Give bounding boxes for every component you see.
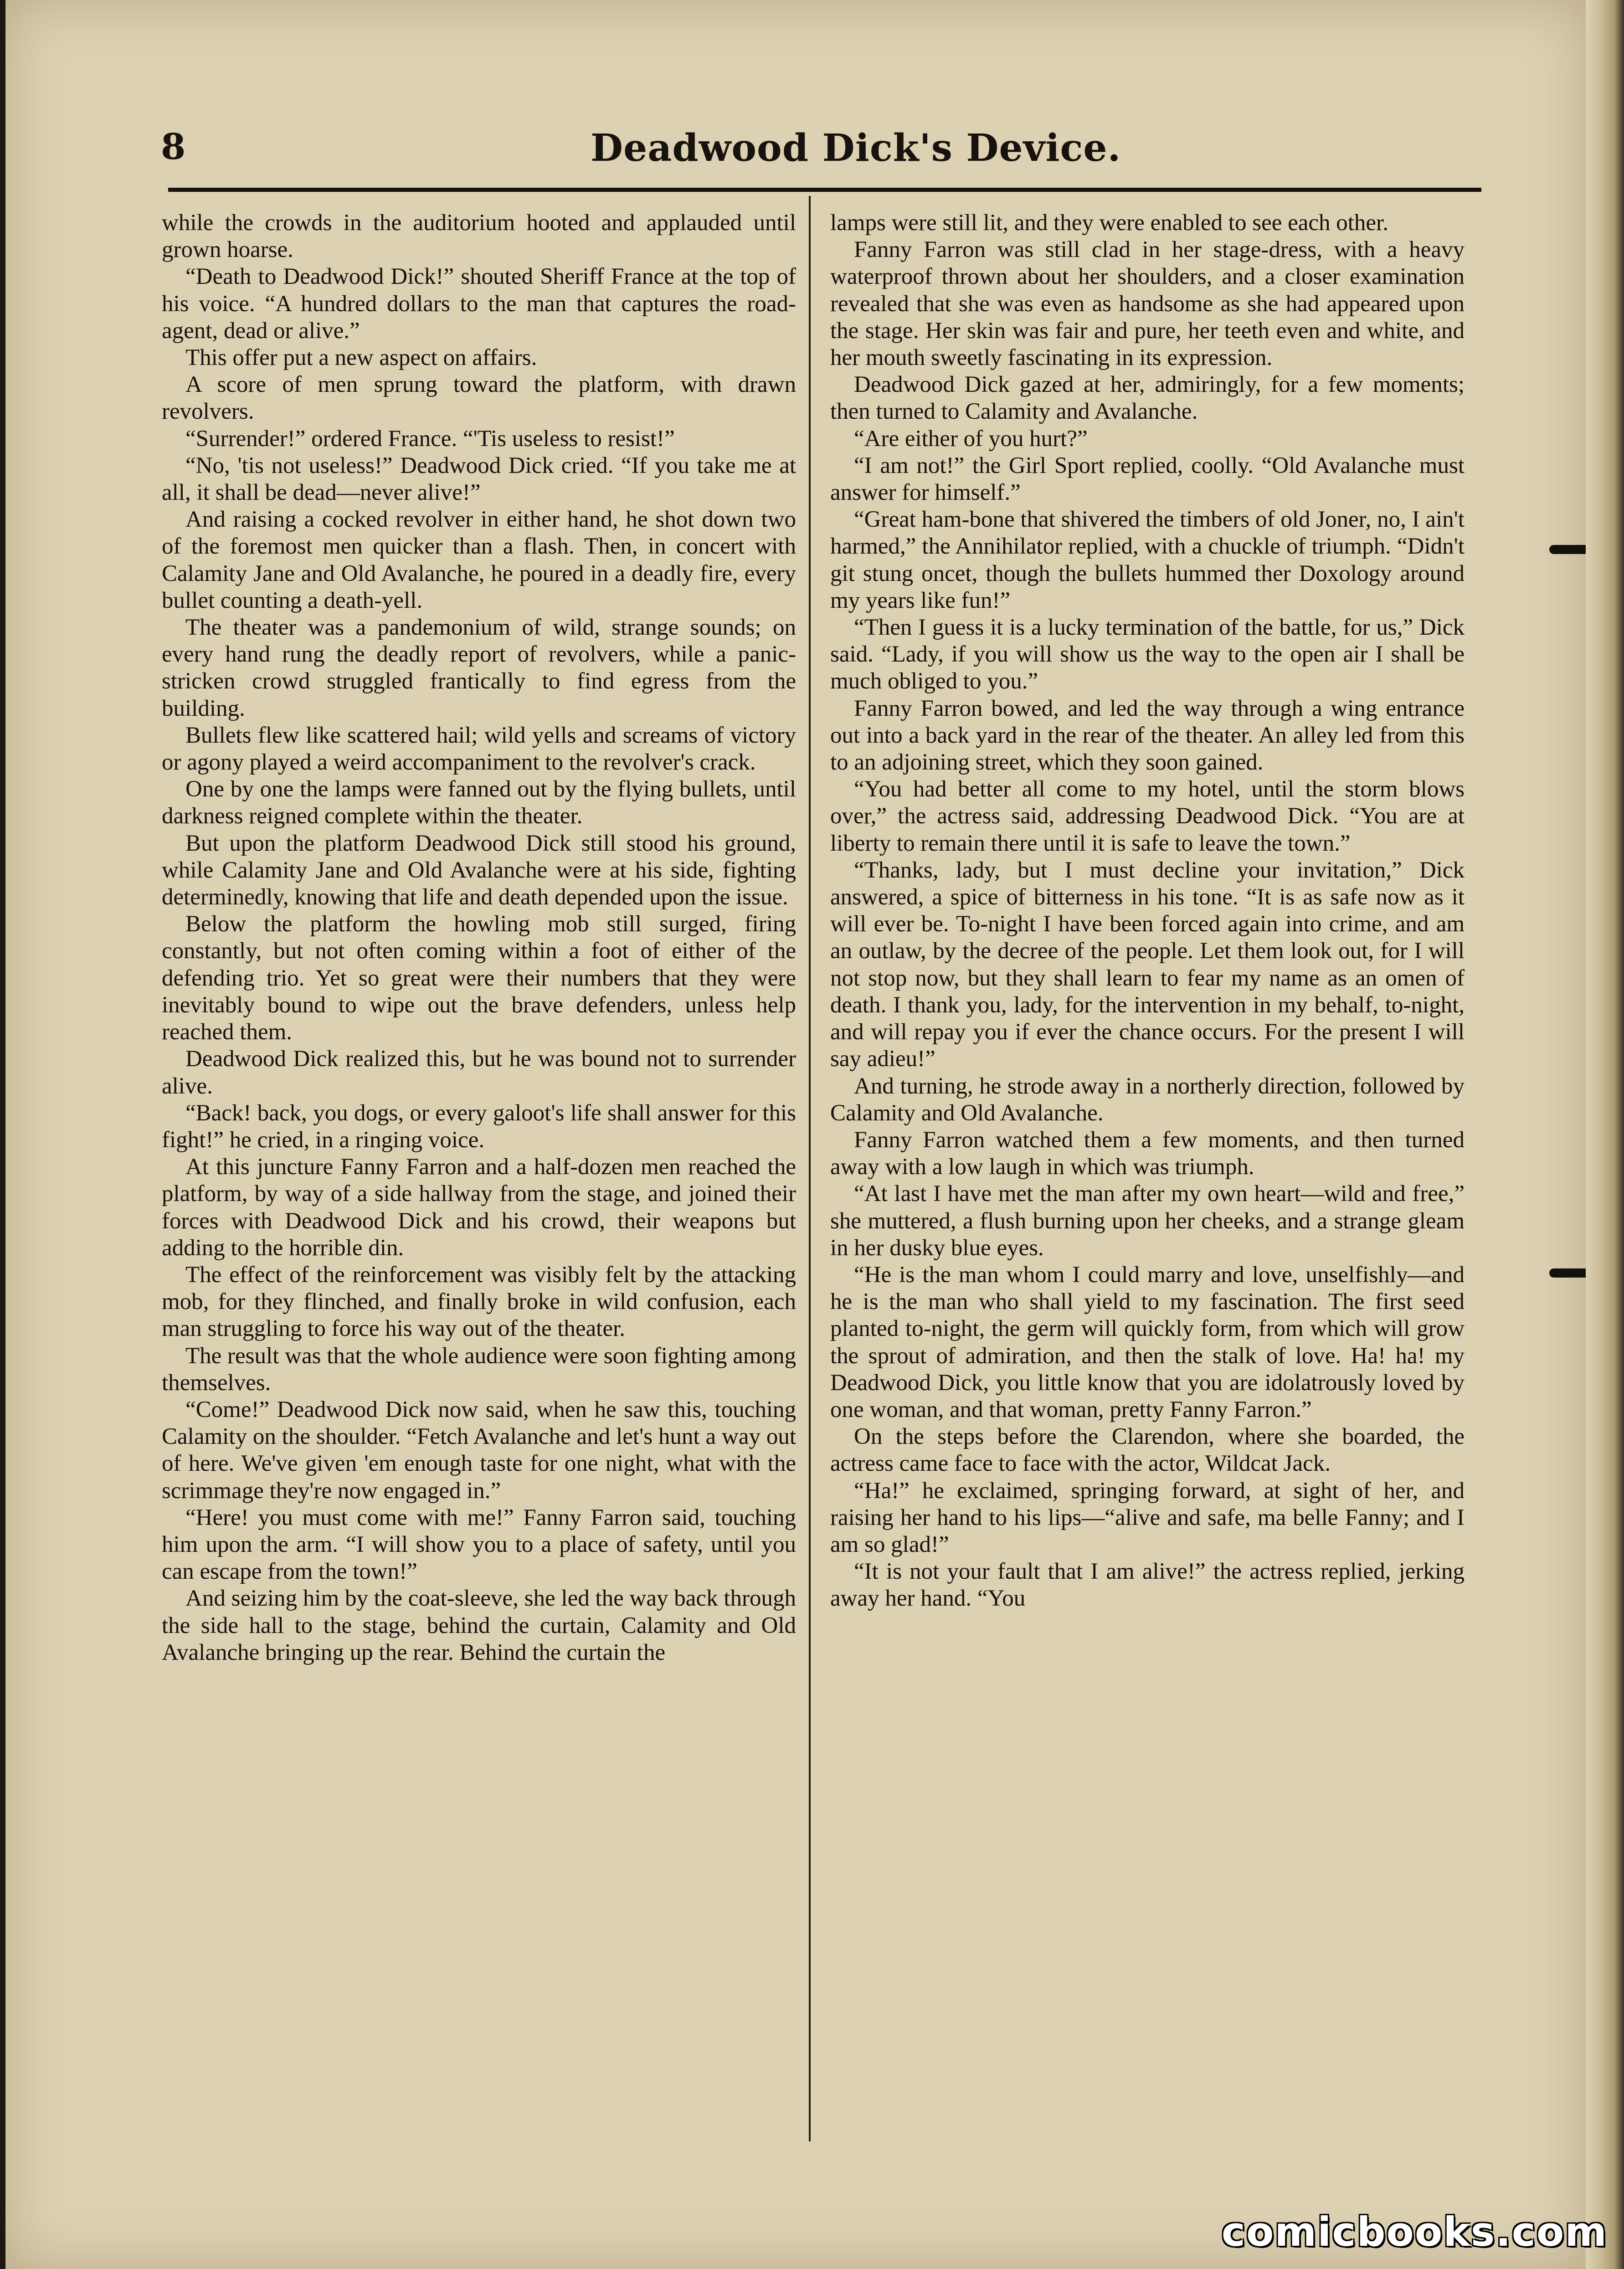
watermark: comicbooks.com — [1221, 2208, 1608, 2255]
paragraph: “Great ham-bone that shivered the timbers of old Joner, no, I ain't harmed,” the Annihilator replied, with a chuckle of triumph. “Didn't git stung oncet, though the bullets hummed ther Doxology around my years like fun!” — [830, 507, 1465, 613]
paragraph: “At last I have met the man after my own heart—wild and free,” she muttered, a flush burning upon her cheeks, and a strange gleam in her dusky blue eyes. — [830, 1181, 1465, 1261]
paragraph: “I am not!” the Girl Sport replied, coolly. “Old Avalanche must answer for himself.” — [830, 452, 1465, 506]
paragraph: Below the platform the howling mob still surged, firing constantly, but not often coming within a foot of either of the defending trio. Yet so great were their numbers that they were inevitably bound to wipe out the brave defenders, unless help reached them. — [162, 911, 796, 1045]
paragraph: At this juncture Fanny Farron and a half-dozen men reached the platform, by way of a side hallway from the stage, and joined their forces with Deadwood Dick and his crowd, their weapons but adding to the horrible din. — [162, 1154, 796, 1261]
paragraph: “Here! you must come with me!” Fanny Farron said, touching him upon the arm. “I will show you to a place of safety, until you can escape from the town!” — [162, 1504, 796, 1585]
paragraph: “Death to Deadwood Dick!” shouted Sheriff France at the top of his voice. “A hundred dollars to the man that captures the road-agent, dead or alive.” — [162, 264, 796, 344]
paragraph: “Back! back, you dogs, or every galoot's life shall answer for this fight!” he cried, in a ringing voice. — [162, 1100, 796, 1153]
paragraph: “You had better all come to my hotel, until the storm blows over,” the actress said, addressing Deadwood Dick. “You are at liberty to remain there until it is safe to leave the town.” — [830, 776, 1465, 856]
header-rule — [168, 188, 1481, 192]
paragraph: “Come!” Deadwood Dick now said, when he saw this, touching Calamity on the shoulder. “Fetch Avalanche and let's hunt a way out of here. We've given 'em enough taste for one night, what with the scrimmage they're now engaged in.” — [162, 1396, 796, 1504]
paragraph: And raising a cocked revolver in either hand, he shot down two of the foremost men quicker than a flash. Then, in concert with Calamity Jane and Old Avalanche, he poured in a deadly fire, every bullet counting a death-yell. — [162, 507, 796, 613]
paragraph: “Surrender!” ordered France. “'Tis useless to resist!” — [185, 426, 675, 452]
paragraph: while the crowds in the auditorium hooted and applauded until grown hoarse. — [162, 210, 796, 263]
paragraph: On the steps before the Clarendon, where she boarded, the actress came face to face with the actor, Wildcat Jack. — [830, 1424, 1465, 1477]
column-divider — [809, 196, 811, 2141]
paragraph: Fanny Farron was still clad in her stage-dress, with a heavy waterproof thrown about her shoulders, and a closer examination revealed that she was even as handsome as she had appeared upon the stage. Her skin was fair and pure, her teeth even and white, and her mouth sweetly fascinating in its expression. — [830, 237, 1465, 371]
paragraph: A score of men sprung toward the platform, with drawn revolvers. — [162, 372, 796, 425]
page-fold-edge — [1586, 0, 1624, 2269]
paragraph: But upon the platform Deadwood Dick still stood his ground, while Calamity Jane and Old Avalanche were at his side, fighting determinedly, knowing that life and death depended upon the issue. — [162, 830, 796, 910]
paragraph: “No, 'tis not useless!” Deadwood Dick cried. “If you take me at all, it shall be dead—never alive!” — [162, 452, 796, 506]
paragraph: The effect of the reinforcement was visibly felt by the attacking mob, for they flinched, and finally broke in wild confusion, each man struggling to force his way out of the theater. — [162, 1262, 796, 1342]
paragraph: “Thanks, lady, but I must decline your invitation,” Dick answered, a spice of bitterness in his tone. “It is as safe now as it will ever be. To-night I have been forced again into crime, and am an outlaw, by the decree of the people. Let them look out, for I will not stop now, but they shall learn to fear my name as an omen of death. I thank you, lady, for the intervention in my behalf, to-night, and will repay you if ever the chance occurs. For the present I will say adieu!” — [830, 857, 1465, 1072]
paragraph: And turning, he strode away in a northerly direction, followed by Calamity and Old Avalanche. — [830, 1073, 1465, 1126]
right-column — [830, 210, 1465, 2137]
paragraph: This offer put a new aspect on affairs. — [185, 345, 537, 371]
paragraph: “Then I guess it is a lucky termination of the battle, for us,” Dick said. “Lady, if you will show us the way to the open air I shall be much obliged to you.” — [830, 615, 1465, 694]
paragraph: And seizing him by the coat-sleeve, she led the way back through the side hall to the stage, behind the curtain, Calamity and Old Avalanche bringing up the rear. Behind the curtain the — [162, 1586, 796, 1665]
paragraph: The result was that the whole audience were soon fighting among themselves. — [162, 1343, 796, 1396]
running-title: Deadwood Dick's Device. — [591, 126, 1121, 170]
paragraph: “Ha!” he exclaimed, springing forward, at sight of her, and raising her hand to his lips—“alive and safe, ma belle Fanny; and I am so glad!” — [830, 1478, 1465, 1557]
paragraph: “He is the man whom I could marry and love, unselfishly—and he is the man who shall yield to my fascination. The first seed planted to-night, the germ will quickly form, from which will grow the sprout of admiration, and then the stalk of love. Ha! ha! my Deadwood Dick, you little know that you are idolatrously loved by one woman, and that woman, pretty Fanny Farron.” — [830, 1262, 1465, 1422]
binding-staple — [1549, 1268, 1591, 1278]
page-number: 8 — [161, 126, 186, 168]
paragraph: Fanny Farron bowed, and led the way through a wing entrance out into a back yard in the rear of the theater. An alley led from this to an adjoining street, which they soon gained. — [830, 695, 1465, 775]
paragraph: Deadwood Dick realized this, but he was bound not to surrender alive. — [162, 1046, 796, 1099]
paragraph: lamps were still lit, and they were enabled to see each other. — [830, 210, 1388, 236]
paper-sheet — [5, 0, 1586, 2269]
paragraph: “It is not your fault that I am alive!” the actress replied, jerking away her hand. “You — [830, 1559, 1465, 1612]
paragraph: “Are either of you hurt?” — [854, 426, 1088, 452]
paragraph: Fanny Farron watched them a few moments, and then turned away with a low laugh in which was triumph. — [830, 1127, 1465, 1180]
paragraph: The theater was a pandemonium of wild, strange sounds; on every hand rung the deadly report of revolvers, while a panic-stricken crowd struggled frantically to find egress from the building. — [162, 615, 796, 721]
binding-staple — [1549, 545, 1591, 554]
paragraph: Bullets flew like scattered hail; wild yells and screams of victory or agony played a weird accompaniment to the revolver's crack. — [162, 722, 796, 775]
left-column — [162, 210, 796, 2137]
paragraph: Deadwood Dick gazed at her, admiringly, for a few moments; then turned to Calamity and Avalanche. — [830, 372, 1465, 425]
paragraph: One by one the lamps were fanned out by the flying bullets, until darkness reigned complete within the theater. — [162, 776, 796, 829]
